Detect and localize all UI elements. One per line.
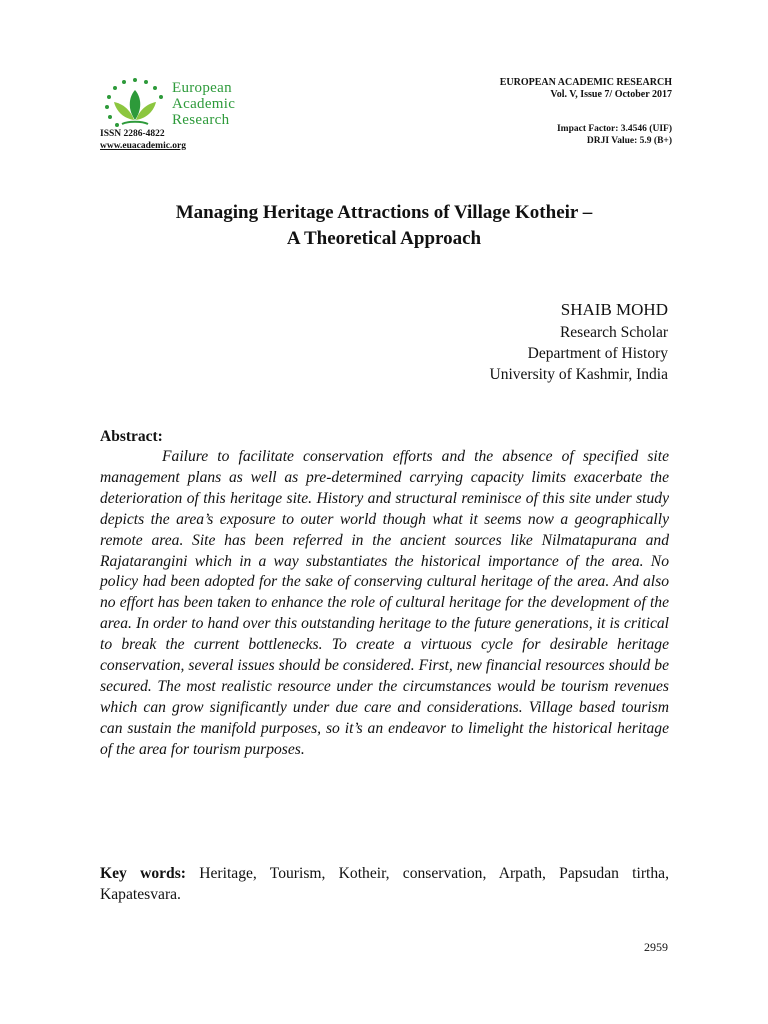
logo-leaf-icon bbox=[98, 74, 172, 134]
volume-issue: Vol. V, Issue 7/ October 2017 bbox=[550, 89, 672, 100]
keywords bbox=[100, 863, 669, 905]
title-line-1: Managing Heritage Attractions of Village Kotheir – bbox=[175, 202, 593, 223]
author-block bbox=[490, 298, 668, 385]
keywords-text: Heritage, Tourism, Kotheir, conservation, Arpath, Papsudan tirtha, Kapatesvara. bbox=[100, 865, 669, 903]
author-name: SHAIB MOHD bbox=[560, 300, 668, 319]
journal-website-link[interactable]: www.euacademic.org bbox=[100, 141, 187, 151]
paper-title bbox=[100, 200, 668, 252]
title-line-2: A Theoretical Approach bbox=[286, 228, 482, 249]
author-affiliation: University of Kashmir, India bbox=[489, 366, 668, 383]
keywords-label: Key words: bbox=[100, 865, 186, 882]
impact-factor: Impact Factor: 3.4546 (UIF) bbox=[556, 124, 672, 134]
drji-value: DRJI Value: 5.9 (B+) bbox=[586, 136, 672, 146]
issn-number: ISSN 2286-4822 bbox=[100, 129, 165, 139]
journal-name: EUROPEAN ACADEMIC RESEARCH bbox=[499, 77, 672, 88]
abstract-heading: Abstract: bbox=[100, 428, 163, 445]
logo-wordmark bbox=[172, 80, 235, 128]
logo-line-academic: Academic bbox=[172, 96, 236, 112]
page-number: 2959 bbox=[644, 940, 668, 954]
impact-info bbox=[557, 123, 672, 147]
logo-line-european: European bbox=[172, 80, 232, 96]
author-department: Department of History bbox=[527, 345, 668, 362]
journal-info bbox=[500, 77, 672, 101]
abstract-text: Failure to facilitate conservation efforts and the absence of specified site management plans as well as pre-determined carrying capacity limits exacerbate the deterioration of this heritage site. History and structural reminisce of this site under study depicts the area’s exposure to outer world though what it seems now a geographically remote area. Site has been referred in the ancient sources like Nilmatapurana and Rajatarangini which in a way substantiates the historical importance of the area. No policy had been adopted for the sake of conserving cultural heritage of the area. And also no effort has been taken to enhance the role of cultural heritage for the development of the area. In order to hand over this outstanding heritage to the future generations, it is critical to break the current bottlenecks. To create a virtuous cycle for desirable heritage conservation, several issues should be considered. First, new financial resources should be secured. The most realistic resource under the circumstances would be tourism revenues which can grow significantly under due care and considerations. Village based tourism can sustain the manifold purposes, so it’s an endeavor to limelight the historical heritage of the area for tourism purposes. bbox=[100, 448, 669, 758]
logo-line-research: Research bbox=[172, 112, 230, 128]
author-role: Research Scholar bbox=[559, 324, 668, 341]
journal-logo bbox=[98, 74, 268, 134]
